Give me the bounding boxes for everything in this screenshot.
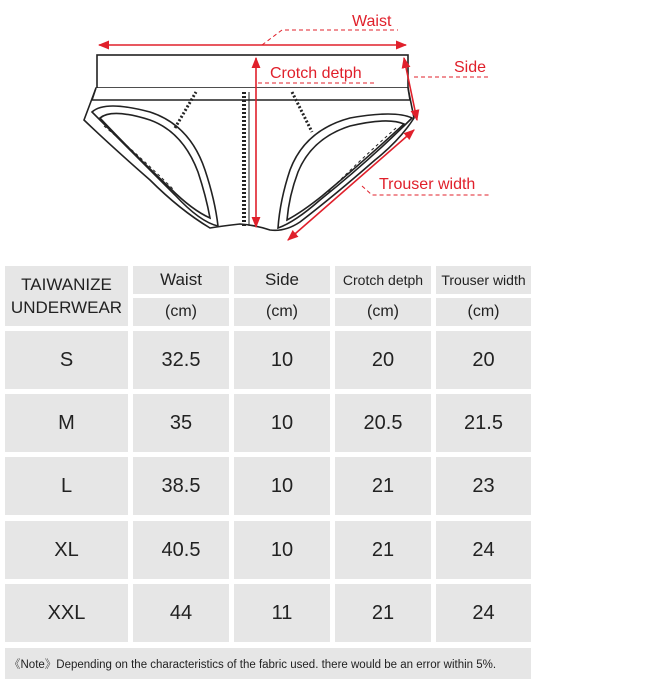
unit-crotch: (cm): [335, 298, 431, 326]
trouser-width-label: Trouser width: [379, 176, 476, 193]
value-cell: 40.5: [133, 521, 229, 579]
value-cell: 20: [436, 331, 531, 389]
value-cell: 44: [133, 584, 229, 642]
underwear-illustration: [0, 0, 669, 262]
value-cell: 20.5: [335, 394, 431, 452]
value-cell: 24: [436, 584, 531, 642]
value-cell: 10: [234, 521, 330, 579]
crotch-depth-label: Crotch detph: [270, 65, 362, 82]
value-cell: 23: [436, 457, 531, 515]
waist-label: Waist: [352, 13, 392, 30]
value-cell: 11: [234, 584, 330, 642]
value-cell: 20: [335, 331, 431, 389]
unit-trouser: (cm): [436, 298, 531, 326]
value-cell: 35: [133, 394, 229, 452]
column-header-trouser: Trouser width: [436, 266, 531, 294]
unit-waist: (cm): [133, 298, 229, 326]
size-cell: L: [5, 457, 128, 515]
column-header-waist: Waist: [133, 266, 229, 294]
value-cell: 10: [234, 331, 330, 389]
side-label: Side: [454, 59, 487, 76]
value-cell: 32.5: [133, 331, 229, 389]
unit-side: (cm): [234, 298, 330, 326]
value-cell: 10: [234, 394, 330, 452]
value-cell: 24: [436, 521, 531, 579]
size-cell: XL: [5, 521, 128, 579]
size-cell: M: [5, 394, 128, 452]
value-cell: 21.5: [436, 394, 531, 452]
value-cell: 21: [335, 584, 431, 642]
size-diagram: [0, 0, 669, 262]
value-cell: 21: [335, 521, 431, 579]
size-cell: S: [5, 331, 128, 389]
value-cell: 21: [335, 457, 431, 515]
column-header-side: Side: [234, 266, 330, 294]
value-cell: 38.5: [133, 457, 229, 515]
column-header-crotch: Crotch detph: [335, 266, 431, 294]
size-cell: XXL: [5, 584, 128, 642]
value-cell: 10: [234, 457, 330, 515]
fabric-note: 《Note》Depending on the characteristics of the fabric used. there would be an error within 5%.: [5, 648, 531, 679]
brand-header: TAIWANIZE UNDERWEAR: [5, 266, 128, 326]
